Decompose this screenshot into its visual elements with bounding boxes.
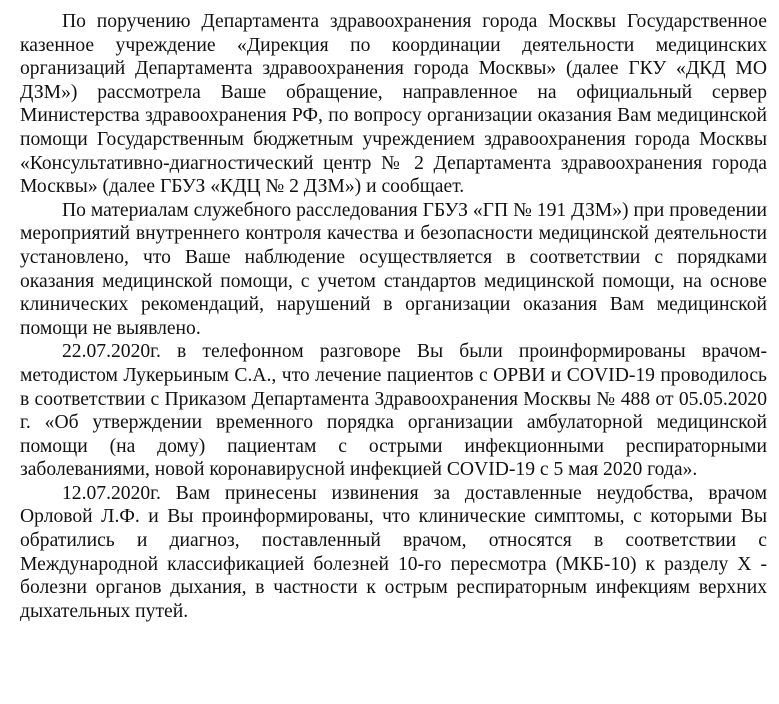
paragraph-department-referral: По поручению Департамента здравоохранения города Москвы Государственное казенное учреждение «Дирекция по координации деятельности медицинских организаций Департамента здравоохранения города Москвы» (далее ГКУ «ДКД МО ДЗМ») рассмотрела Ваше обращение, направленное на официальный сервер Министерства здравоохранения РФ, по вопросу организации оказания Вам медицинской помощи Государственным бюджетным учреждением здравоохранения города Москвы «Консультативно-диагностический центр № 2 Департамента здравоохранения города Москвы» (далее ГБУЗ «КДЦ № 2 ДЗМ») и сообщает. — [20, 11, 767, 198]
paragraph-apology-diagnosis: 12.07.2020г. Вам принесены извинения за доставленные неудобства, врачом Орловой Л.Ф. и Вы проинформированы, что клинические симптомы, с которыми Вы обратились и диагноз, поставленный врачом, относятся в соответствии с Международной классификацией болезней 10-го пересмотра (МКБ-10) к разделу X - болезни органов дыхания, в частности к острым респираторным инфекциям верхних дыхательных путей. — [20, 482, 767, 622]
paragraph-phone-conversation: 22.07.2020г. в телефонном разговоре Вы были проинформированы врачом-методистом Лукерьиным С.А., что лечение пациентов с ОРВИ и COVID-19 проводилось в соответствии с Приказом Департамента Здравоохранения Москвы № 488 от 05.05.2020 г. «Об утверждении временного порядка организации амбулаторной медицинской помощи (на дому) пациентам с острыми инфекционными респираторными заболеваниями, новой коронавирусной инфекцией COVID-19 с 5 мая 2020 года». — [20, 341, 767, 481]
paragraph-investigation-results: По материалам служебного расследования ГБУЗ «ГП № 191 ДЗМ») при проведении мероприятий внутреннего контроля качества и безопасности медицинской деятельности установлено, что Ваше наблюдение осуществляется в соответствии с порядками оказания медицинской помощи, с учетом стандартов медицинской помощи, на основе клинических рекомендаций, нарушений в организации оказания Вам медицинской помощи не выявлено. — [20, 199, 767, 339]
